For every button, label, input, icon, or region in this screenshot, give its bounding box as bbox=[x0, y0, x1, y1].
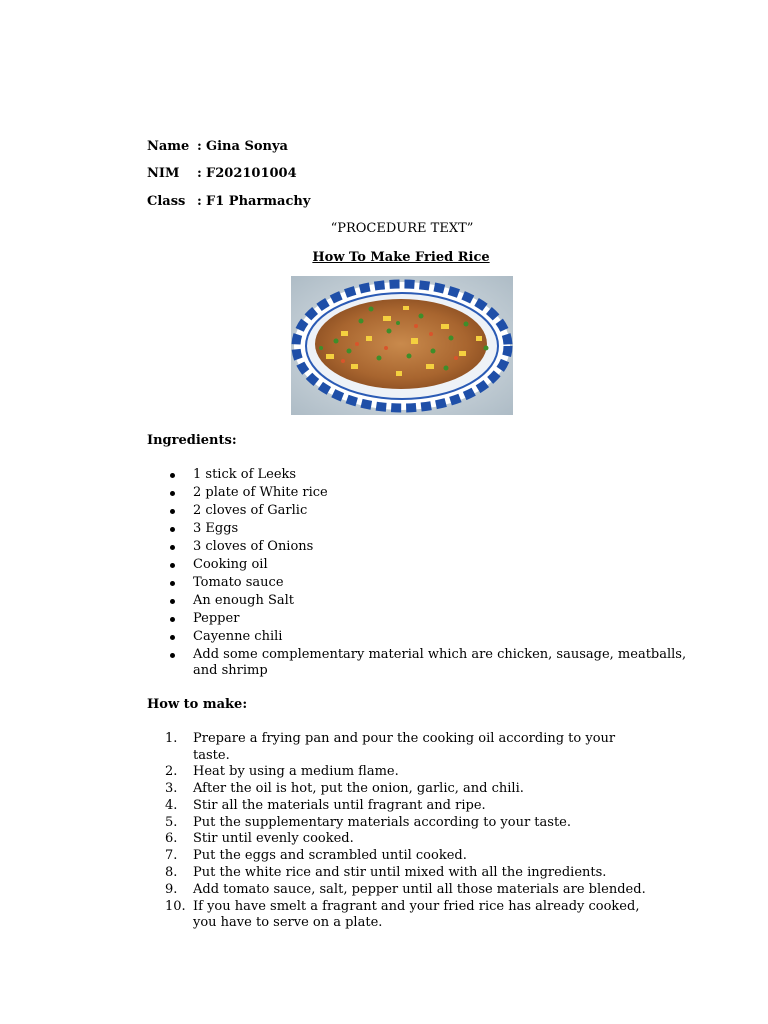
step-number: 7. bbox=[165, 848, 178, 864]
bullet-icon bbox=[170, 509, 175, 514]
bullet-icon bbox=[170, 491, 175, 496]
step-number: 1. bbox=[165, 731, 178, 746]
step-text: Heat by using a medium flame. bbox=[193, 764, 399, 780]
bullet-icon bbox=[170, 527, 175, 532]
step-number: 2. bbox=[165, 764, 178, 780]
class-row bbox=[147, 194, 310, 210]
bullet-icon bbox=[170, 473, 175, 478]
step-text: Prepare a frying pan and pour the cooking oil according to your taste. bbox=[193, 731, 616, 763]
step-item bbox=[0, 815, 653, 832]
bullet-icon bbox=[170, 581, 175, 586]
step-item bbox=[0, 831, 653, 848]
bullet-icon bbox=[170, 563, 175, 568]
bullet-icon bbox=[170, 545, 175, 550]
name-separator: : bbox=[197, 139, 202, 154]
step-number: 6. bbox=[165, 831, 178, 847]
step-number: 4. bbox=[165, 797, 178, 813]
ingredient-text: 2 cloves of Garlic bbox=[193, 503, 308, 518]
step-text: If you have smelt a fragrant and your fried rice has already cooked, you have to serve on a plate. bbox=[193, 898, 640, 931]
ingredients-heading: Ingredients: bbox=[147, 433, 237, 448]
ingredient-item bbox=[0, 485, 693, 501]
step-text: Add tomato sauce, salt, pepper until all those materials are blended. bbox=[193, 881, 646, 897]
step-item bbox=[0, 865, 653, 882]
step-text: After the oil is hot, put the onion, garlic, and chili. bbox=[193, 781, 524, 797]
genre-label: “PROCEDURE TEXT” bbox=[330, 221, 474, 236]
nim-separator: : bbox=[197, 166, 202, 181]
ingredient-item bbox=[0, 575, 693, 591]
ingredient-text: Pepper bbox=[193, 611, 240, 626]
step-number: 8. bbox=[165, 865, 178, 881]
ingredient-text: An enough Salt bbox=[193, 593, 295, 608]
page-title bbox=[17, 250, 768, 266]
step-item bbox=[0, 764, 653, 781]
step-number: 9. bbox=[165, 881, 178, 897]
ingredients-list bbox=[0, 467, 693, 681]
ingredient-item bbox=[0, 521, 693, 537]
ingredient-item bbox=[0, 629, 693, 645]
class-separator: : bbox=[197, 194, 202, 209]
step-text: Put the supplementary materials according to your taste. bbox=[193, 814, 572, 830]
name-row bbox=[147, 139, 288, 155]
bullet-icon bbox=[170, 635, 175, 640]
step-item bbox=[0, 882, 653, 899]
ingredient-item bbox=[0, 557, 693, 573]
steps-list bbox=[0, 731, 653, 932]
fried-rice-image bbox=[291, 276, 513, 415]
ingredient-text: 2 plate of White rice bbox=[193, 485, 328, 500]
fried-rice-photo bbox=[291, 276, 513, 415]
page-title-text: How To Make Fried Rice bbox=[312, 250, 490, 265]
step-item bbox=[0, 781, 653, 798]
step-item bbox=[0, 899, 653, 932]
step-number: 3. bbox=[165, 781, 178, 797]
step-item bbox=[0, 848, 653, 865]
ingredient-item bbox=[0, 611, 693, 627]
ingredient-text: Cooking oil bbox=[193, 557, 268, 572]
ingredient-item bbox=[0, 539, 693, 555]
class-label: Class bbox=[147, 194, 186, 209]
step-item bbox=[0, 731, 653, 764]
ingredient-text: 1 stick of Leeks bbox=[193, 467, 297, 482]
ingredient-text: Add some complementary material which are chicken, sausage, meatballs, and shrimp bbox=[193, 647, 687, 678]
steps-heading: How to make: bbox=[147, 697, 248, 712]
bullet-icon bbox=[170, 599, 175, 604]
bullet-icon bbox=[170, 653, 175, 658]
nim-value: F202101004 bbox=[206, 166, 297, 181]
ingredient-item bbox=[0, 647, 693, 679]
bullet-icon bbox=[170, 617, 175, 622]
step-item bbox=[0, 798, 653, 815]
ingredient-text: 3 cloves of Onions bbox=[193, 539, 314, 554]
name-value: Gina Sonya bbox=[206, 139, 288, 154]
class-value: F1 Pharmachy bbox=[206, 194, 311, 209]
step-text: Stir all the materials until fragrant and ripe. bbox=[193, 797, 486, 813]
ingredient-item bbox=[0, 593, 693, 609]
ingredient-item bbox=[0, 503, 693, 519]
ingredient-text: Tomato sauce bbox=[193, 575, 284, 590]
name-label: Name bbox=[147, 139, 190, 154]
step-text: Stir until evenly cooked. bbox=[193, 831, 354, 847]
ingredient-text: Cayenne chili bbox=[193, 629, 283, 644]
step-text: Put the eggs and scrambled until cooked. bbox=[193, 848, 467, 864]
step-number: 5. bbox=[165, 814, 178, 830]
step-number: 10. bbox=[165, 898, 186, 914]
nim-row bbox=[147, 166, 297, 182]
step-text: Put the white rice and stir until mixed with all the ingredients. bbox=[193, 865, 607, 881]
ingredient-text: 3 Eggs bbox=[193, 521, 239, 536]
nim-label: NIM bbox=[147, 166, 180, 181]
ingredient-item bbox=[0, 467, 693, 483]
